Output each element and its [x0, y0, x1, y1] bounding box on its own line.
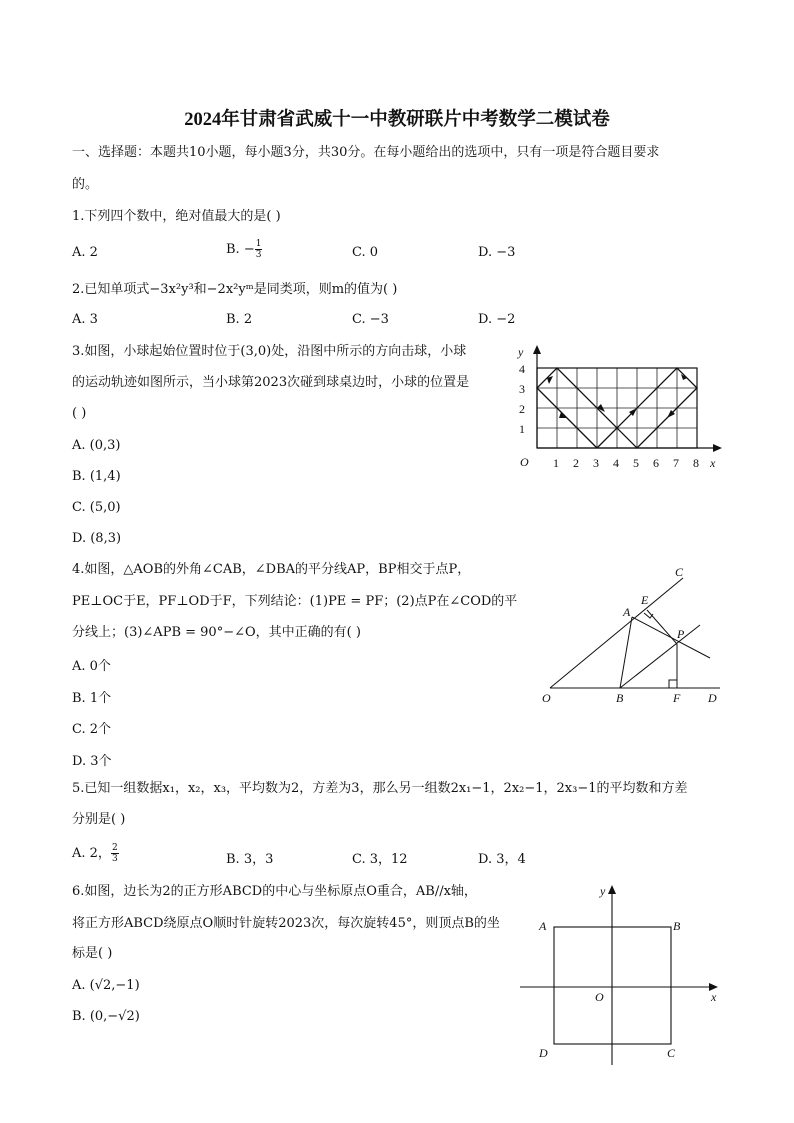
q2-option-d: D. −2: [478, 312, 516, 327]
q5-option-b: B. 3，3: [226, 852, 274, 867]
q2-option-b: B. 2: [226, 312, 253, 327]
q1-option-a: A. 2: [72, 245, 98, 260]
q3-x-tick-3: 3: [593, 456, 599, 470]
q1-option-d: D. −3: [478, 245, 516, 260]
q6-line3: 标是( ): [72, 946, 113, 961]
q3-x-tick-8: 8: [693, 456, 699, 470]
q3-y-tick-4: 4: [519, 362, 525, 376]
q1-option-b-num: 1: [255, 239, 262, 249]
q3-y-tick-2: 2: [519, 402, 525, 416]
q4-label-e: E: [641, 593, 649, 607]
q3-origin-label: O: [520, 455, 529, 469]
q6-line1: 6.如图，边长为2的正方形ABCD的中心与坐标原点O重合，AB//x轴，: [72, 884, 477, 899]
q4-segment-ab: [620, 617, 632, 688]
page-title: 2024年甘肃省武威十一中教研联片中考数学二模试卷: [184, 110, 610, 130]
q1-option-c: C. 0: [352, 245, 379, 260]
q5-option-a: [72, 842, 119, 864]
q4-option-a: A. 0个: [72, 659, 111, 674]
q4-option-b: B. 1个: [72, 691, 112, 706]
q4-label-d: D: [708, 691, 717, 705]
q5-option-c: C. 3，12: [352, 852, 408, 867]
section-header-line1: 一、选择题：本题共10小题，每小题3分，共30分。在每小题给出的选项中，只有一项是符合题目要求: [72, 145, 660, 160]
q4-line3: 分线上；(3)∠APB = 90°−∠O，其中正确的有( ): [72, 625, 361, 640]
q6-y-axis-arrow: [608, 885, 616, 894]
q6-label-b: B: [673, 919, 681, 933]
q3-option-c: C. (5,0): [72, 500, 121, 515]
q2-stem: 2.已知单项式−3x²y³和−2x²yᵐ是同类项，则m的值为( ): [72, 282, 398, 297]
q3-x-tick-5: 5: [633, 456, 639, 470]
q3-x-tick-6: 6: [653, 456, 659, 470]
q1-option-b: [226, 239, 262, 260]
q3-arrow-6: [559, 412, 567, 418]
q5-option-a-fraction: [111, 843, 119, 864]
q5-line2: 分别是( ): [72, 812, 126, 827]
q5-option-a-prefix: A. 2，: [72, 846, 111, 861]
q3-x-tick-7: 7: [673, 456, 679, 470]
q3-option-b: B. (1,4): [72, 469, 121, 484]
q6-x-label: x: [711, 990, 717, 1004]
q3-x-tick-2: 2: [573, 456, 579, 470]
q6-label-c: C: [667, 1046, 676, 1060]
q3-y-axis-arrow: [533, 345, 541, 354]
q6-origin-label: O: [595, 990, 604, 1004]
q3-x-label: x: [710, 456, 716, 470]
section-header-line2: 的。: [72, 177, 99, 192]
q3-x-tick-4: 4: [613, 456, 619, 470]
q3-y-tick-3: 3: [519, 382, 525, 396]
q6-option-a: A. (√2,−1): [72, 978, 140, 993]
q1-option-b-den: 3: [255, 250, 262, 260]
q3-y-tick-1: 1: [519, 422, 525, 436]
q4-right-angle-f: [669, 680, 677, 688]
q4-label-p: P: [677, 627, 685, 641]
q4-bisector-bp: [620, 625, 700, 688]
q5-option-a-den: 3: [111, 854, 118, 864]
q4-label-f: F: [673, 691, 681, 705]
q1-stem: 1.下列四个数中，绝对值最大的是( ): [72, 209, 281, 224]
q3-line2: 的运动轨迹如图所示，当小球第2023次碰到球桌边时，小球的位置是: [72, 375, 470, 390]
q4-label-b: B: [616, 691, 624, 705]
q3-x-axis-arrow: [713, 444, 722, 452]
q4-line1: 4.如图，△AOB的外角∠CAB，∠DBA的平分线AP，BP相交于点P，: [72, 562, 471, 577]
q6-label-a: A: [539, 919, 547, 933]
q4-option-c: C. 2个: [72, 722, 112, 737]
q6-square-figure: [518, 880, 728, 1070]
q1-option-b-prefix: B. −: [226, 242, 255, 257]
q4-option-d: D. 3个: [72, 754, 112, 769]
q3-x-tick-1: 1: [553, 456, 559, 470]
q3-y-label: y: [518, 345, 524, 359]
q1-option-b-fraction: [255, 239, 263, 260]
q5-option-d: D. 3，4: [478, 852, 526, 867]
q6-option-b: B. (0,−√2): [72, 1009, 140, 1024]
q3-grid: [537, 368, 697, 448]
q3-line3: ( ): [72, 406, 87, 421]
q4-label-c: C: [675, 565, 684, 579]
q5-option-a-num: 2: [111, 843, 118, 853]
q2-option-a: A. 3: [72, 312, 98, 327]
q6-label-d: D: [539, 1046, 548, 1060]
q6-line2: 将正方形ABCD绕原点O顺时针旋转2023次，每次旋转45°，则顶点B的坐: [72, 916, 500, 931]
q3-line1: 3.如图，小球起始位置时位于(3,0)处，沿图中所示的方向击球，小球: [72, 344, 467, 359]
q6-y-label: y: [600, 884, 606, 898]
q3-billiard-figure: [510, 340, 730, 475]
q3-option-a: A. (0,3): [72, 438, 121, 453]
q4-label-o: O: [542, 691, 551, 705]
q4-right-angle-e: [644, 613, 653, 618]
q2-option-c: C. −3: [352, 312, 389, 327]
q4-label-a: A: [623, 605, 631, 619]
q4-geometry-figure: [535, 560, 730, 710]
q5-line1: 5.已知一组数据x₁，x₂，x₃，平均数为2，方差为3，那么另一组数2x₁−1，2x₂−1，2x₃−1的平均数和方差: [72, 781, 688, 796]
q3-option-d: D. (8,3): [72, 531, 122, 546]
q4-line2: PE⊥OC于E，PF⊥OD于F，下列结论：(1)PE = PF；(2)点P在∠COD的平: [72, 594, 518, 609]
